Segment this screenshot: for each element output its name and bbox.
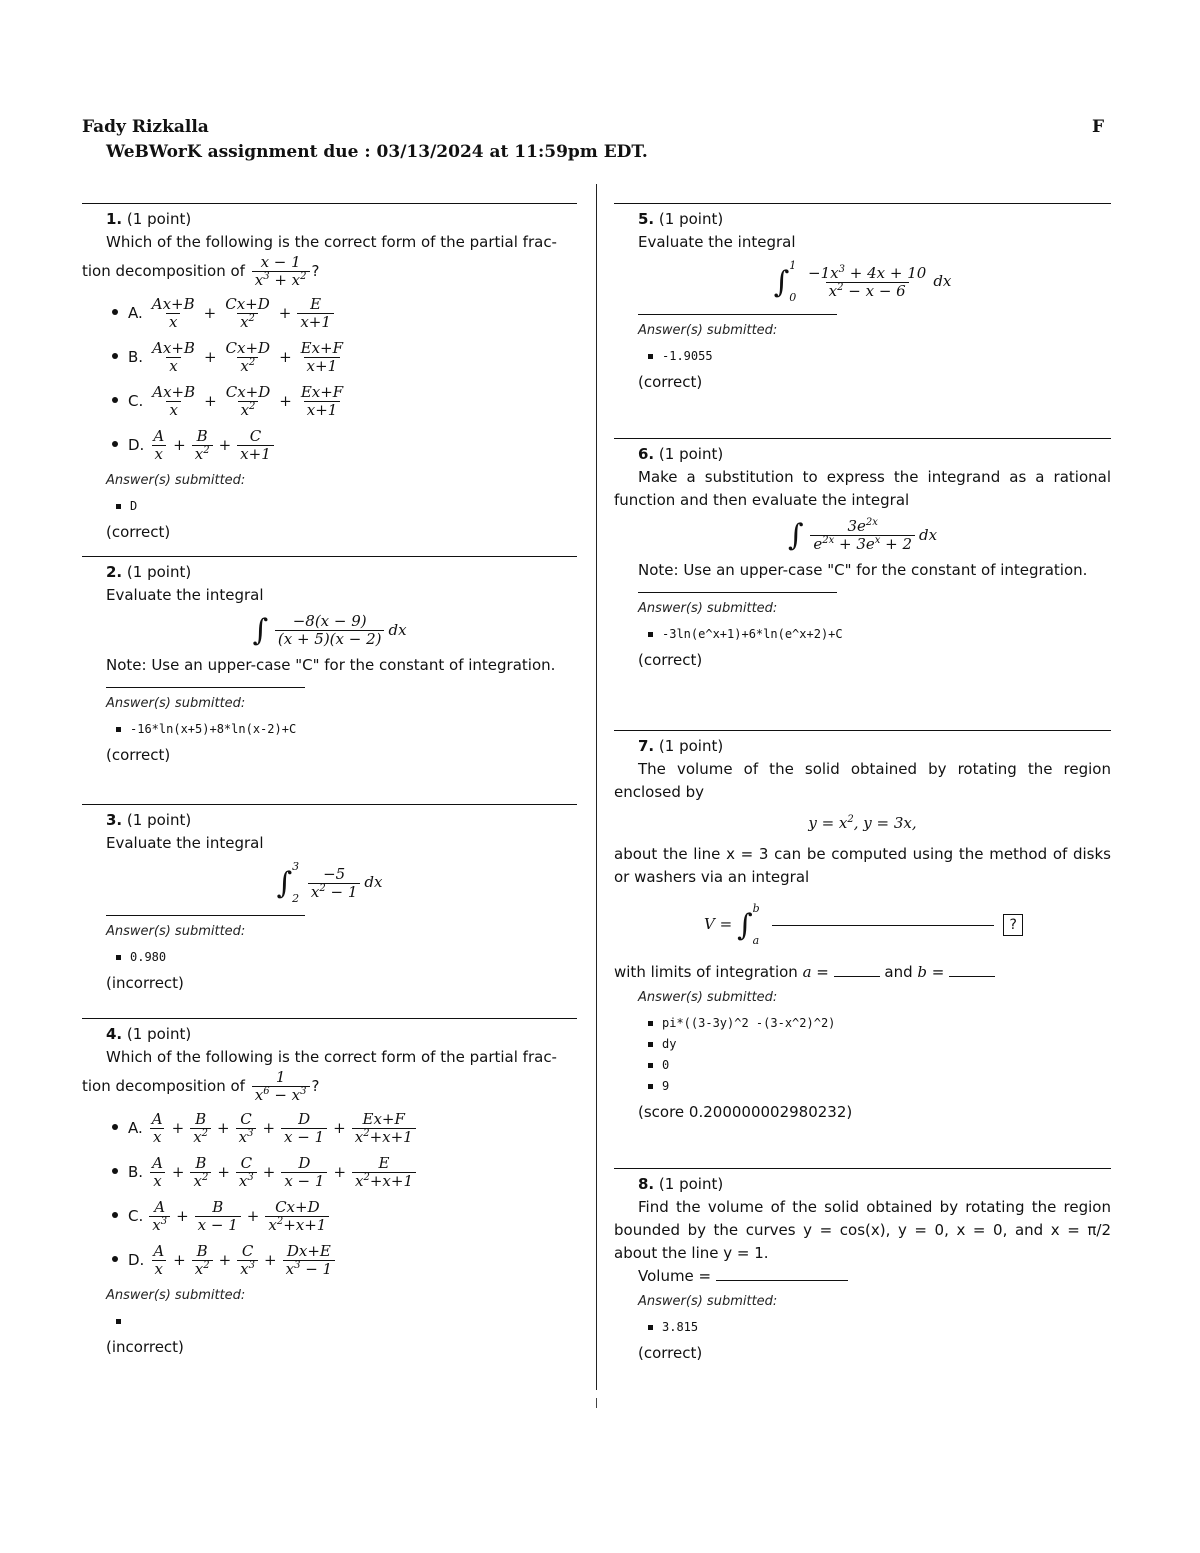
problem-note: Note: Use an upper-case "C" for the constant of integration. bbox=[106, 656, 556, 674]
answers-submitted-label: Answer(s) submitted: bbox=[638, 323, 778, 338]
problem-points: (1 point) bbox=[126, 1025, 192, 1043]
volume-integral: V = ∫ b a ? bbox=[614, 903, 1111, 947]
submitted-answer: -16*ln(x+5)+8*ln(x-2)+C bbox=[130, 719, 577, 740]
choice-list bbox=[82, 291, 577, 467]
answer-status: (score 0.200000002980232) bbox=[638, 1103, 853, 1121]
choice-list bbox=[82, 1106, 577, 1282]
answer-status: (incorrect) bbox=[106, 1338, 184, 1356]
volume-input[interactable] bbox=[716, 1280, 848, 1281]
problem-points: (1 point) bbox=[658, 1175, 724, 1193]
choice-c[interactable]: C. $\frac{A}{x^3}$ + $\frac{B}{x - 1}$ + $\frac{Cx+D}{x^2+x+1}$ bbox=[128, 1194, 577, 1238]
answer-status: (correct) bbox=[638, 373, 703, 391]
submitted-answer bbox=[130, 1311, 577, 1332]
problem-prompt: Evaluate the integral bbox=[106, 586, 264, 604]
problem-number: 3. bbox=[106, 811, 123, 829]
answer-status: (correct) bbox=[106, 523, 171, 541]
choice-d[interactable]: D. $\frac{A}{x}$ + $\frac{B}{x^2}$ + $\frac{C}{x+1}$ bbox=[128, 423, 577, 467]
math-fraction: $\frac{1}{x^6 - x^3}$ bbox=[252, 1069, 310, 1104]
math-fraction: $\frac{x - 1}{x^3 + x^2}$ bbox=[252, 254, 310, 289]
problem-number: 1. bbox=[106, 210, 123, 228]
right-column bbox=[614, 203, 1111, 1367]
math-display: ∫ $\frac{-8(x - 9)}{(x + 5)(x - 2)}$ dx bbox=[252, 612, 407, 648]
choice-a[interactable]: A. $\frac{Ax+B}{x}$ + $\frac{Cx+D}{x^2}$ + $\frac{E}{x+1}$ bbox=[128, 291, 577, 335]
problem-prompt: Evaluate the integral bbox=[638, 233, 796, 251]
problem-prompt-2: tion decomposition of $\frac{1}{x^6 - x^3}$ ? bbox=[82, 1068, 320, 1104]
problem-4 bbox=[82, 1018, 577, 1359]
help-button[interactable]: ? bbox=[1003, 914, 1023, 936]
problem-prompt-2: tion decomposition of $\frac{x - 1}{x^3 + x^2}$ ? bbox=[82, 253, 320, 289]
submitted-answer: -3ln(e^x+1)+6*ln(e^x+2)+C bbox=[662, 624, 1111, 645]
choice-b[interactable]: B. $\frac{Ax+B}{x}$ + $\frac{Cx+D}{x^2}$ + $\frac{Ex+F}{x+1}$ bbox=[128, 335, 577, 379]
answer-list bbox=[614, 1013, 1111, 1097]
divider bbox=[638, 314, 837, 315]
problem-number: 6. bbox=[638, 445, 655, 463]
answer-status: (correct) bbox=[106, 746, 171, 764]
problem-number: 2. bbox=[106, 563, 123, 581]
choice-c[interactable]: C. $\frac{Ax+B}{x}$ + $\frac{Cx+D}{x^2}$ + $\frac{Ex+F}{x+1}$ bbox=[128, 379, 577, 423]
submitted-answer: 0.980 bbox=[130, 947, 577, 968]
problem-prompt: Which of the following is the correct form of the partial frac- bbox=[106, 233, 557, 251]
submitted-answer: pi*((3-3y)^2 -(3-x^2)^2) bbox=[662, 1013, 1111, 1034]
problem-points: (1 point) bbox=[126, 210, 192, 228]
answer-list bbox=[614, 624, 1111, 645]
submitted-answer: 3.815 bbox=[662, 1317, 1111, 1338]
student-name: Fady Rizkalla bbox=[82, 117, 209, 137]
answers-submitted-label: Answer(s) submitted: bbox=[638, 1294, 778, 1309]
problem-prompt: The volume of the solid obtained by rotating the region enclosed by bbox=[614, 760, 1111, 801]
submitted-answer: -1.9055 bbox=[662, 346, 1111, 367]
answers-submitted-label: Answer(s) submitted: bbox=[106, 696, 246, 711]
problem-number: 5. bbox=[638, 210, 655, 228]
answer-status: (incorrect) bbox=[106, 974, 184, 992]
answer-list bbox=[82, 719, 577, 740]
problem-8 bbox=[614, 1168, 1111, 1365]
choice-d[interactable]: D. $\frac{A}{x}$ + $\frac{B}{x^2}$ + $\frac{C}{x^3}$ + $\frac{Dx+E}{x^3 - 1}$ bbox=[128, 1238, 577, 1282]
problem-prompt-2: about the line x = 3 can be computed using the method of disks or washers via an integral bbox=[614, 845, 1111, 886]
choice-b[interactable]: B. $\frac{A}{x}$ + $\frac{B}{x^2}$ + $\frac{C}{x^3}$ + $\frac{D}{x - 1}$ + $\frac{E}{x^2+x+1}$ bbox=[128, 1150, 577, 1194]
divider bbox=[106, 915, 305, 916]
problem-number: 4. bbox=[106, 1025, 123, 1043]
problem-6 bbox=[614, 438, 1111, 730]
divider bbox=[106, 687, 305, 688]
left-column bbox=[82, 203, 577, 1361]
page-number-mark bbox=[596, 1398, 597, 1408]
lower-limit-input[interactable] bbox=[834, 976, 880, 977]
problem-points: (1 point) bbox=[658, 737, 724, 755]
problem-prompt: Evaluate the integral bbox=[106, 834, 264, 852]
answers-submitted-label: Answer(s) submitted: bbox=[106, 924, 246, 939]
answer-status: (correct) bbox=[638, 1344, 703, 1362]
upper-limit-input[interactable] bbox=[949, 976, 995, 977]
answer-list bbox=[82, 496, 577, 517]
problem-number: 7. bbox=[638, 737, 655, 755]
problem-number: 8. bbox=[638, 1175, 655, 1193]
answer-list bbox=[614, 1317, 1111, 1338]
submitted-answer: 9 bbox=[662, 1076, 1111, 1097]
answers-submitted-label: Answer(s) submitted: bbox=[106, 473, 246, 488]
answers-submitted-label: Answer(s) submitted: bbox=[106, 1288, 246, 1303]
column-divider bbox=[596, 184, 597, 1390]
problem-3 bbox=[82, 804, 577, 1018]
submitted-answer: dy bbox=[662, 1034, 1111, 1055]
problem-1 bbox=[82, 203, 577, 556]
answers-submitted-label: Answer(s) submitted: bbox=[638, 601, 778, 616]
problem-prompt: Make a substitution to express the integrand as a rational function and then evaluate the integral bbox=[614, 468, 1111, 509]
answers-submitted-label: Answer(s) submitted: bbox=[638, 990, 778, 1005]
math-display: $y = x^2$, y = 3x, bbox=[808, 814, 917, 832]
problem-points: (1 point) bbox=[658, 445, 724, 463]
problem-prompt: Find the volume of the solid obtained by rotating the region bounded by the curves y = cos(x), y = 0, x = 0, and x = π/2 about the line y = 1. bbox=[614, 1198, 1111, 1262]
choice-a[interactable]: A. $\frac{A}{x}$ + $\frac{B}{x^2}$ + $\frac{C}{x^3}$ + $\frac{D}{x - 1}$ + $\frac{Ex+F}{x^2+x+1}$ bbox=[128, 1106, 577, 1150]
volume-line: Volume = bbox=[614, 1265, 1111, 1288]
problem-points: (1 point) bbox=[126, 811, 192, 829]
math-display: ∫ 3 2 $\frac{-5}{x^2 - 1}$ dx bbox=[276, 860, 383, 905]
limits-line: with limits of integration a = and b = bbox=[614, 961, 1111, 984]
problem-points: (1 point) bbox=[658, 210, 724, 228]
submitted-answer: 0 bbox=[662, 1055, 1111, 1076]
problem-5 bbox=[614, 203, 1111, 438]
answer-status: (correct) bbox=[638, 651, 703, 669]
math-display: ∫ 1 0 $\frac{-1x^3 + 4x + 10}{x^2 - x - 6}$ dx bbox=[773, 259, 952, 304]
due-date: WeBWorK assignment due : 03/13/2024 at 11:59pm EDT. bbox=[106, 142, 648, 162]
problem-2 bbox=[82, 556, 577, 804]
problem-note: Note: Use an upper-case "C" for the constant of integration. bbox=[638, 561, 1088, 579]
problem-points: (1 point) bbox=[126, 563, 192, 581]
integrand-input[interactable] bbox=[772, 925, 994, 926]
answer-list bbox=[82, 947, 577, 968]
submitted-answer: D bbox=[130, 496, 577, 517]
set-letter: F bbox=[1092, 117, 1105, 137]
problem-prompt: Which of the following is the correct form of the partial frac- bbox=[106, 1048, 557, 1066]
divider bbox=[638, 592, 837, 593]
answer-list bbox=[82, 1311, 577, 1332]
math-display: ∫ $\frac{3e^{2x}}{e^{2x} + 3e^x + 2}$ dx bbox=[787, 517, 938, 553]
problem-7 bbox=[614, 730, 1111, 1168]
answer-list bbox=[614, 346, 1111, 367]
